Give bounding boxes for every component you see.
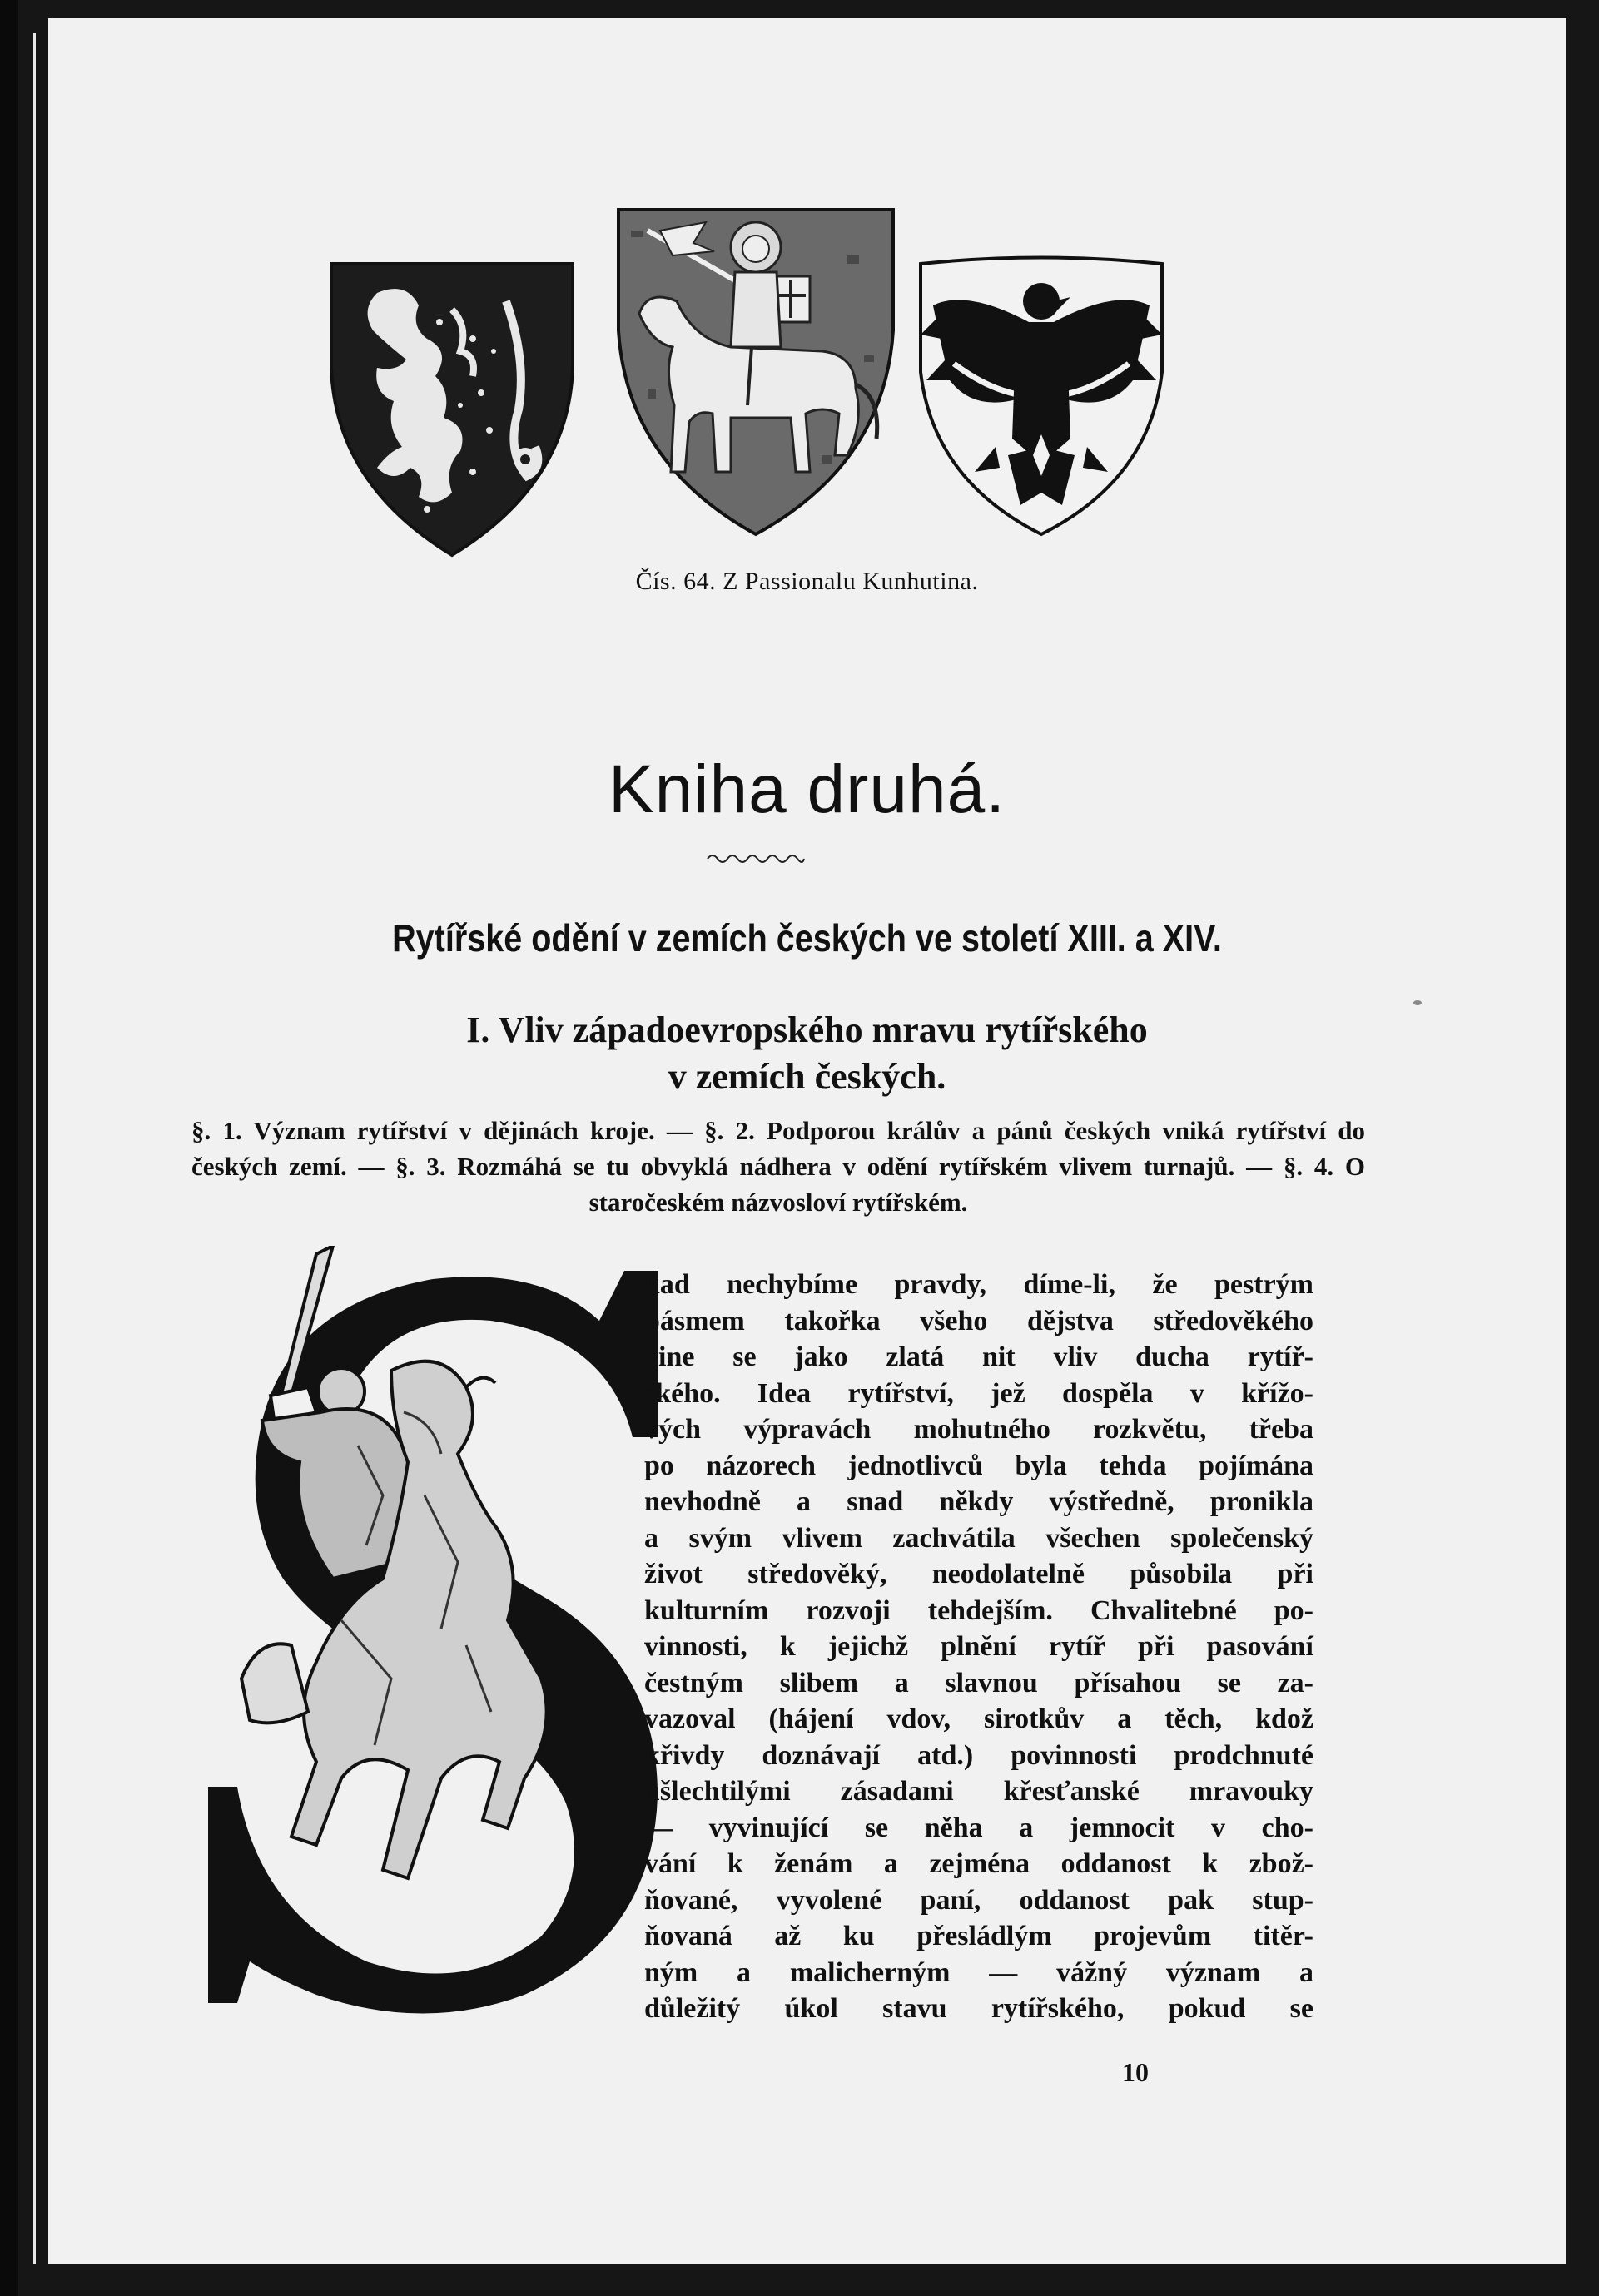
body-line: ského. Idea rytířství, jež dospěla v křížo- — [644, 1377, 1313, 1409]
book-page — [48, 18, 1566, 2264]
body-line: nevhodně a snad někdy výstředně, pronikla — [644, 1486, 1313, 1517]
wavy-ornament-icon — [706, 850, 806, 867]
scan-speck — [1413, 1000, 1422, 1005]
body-line: vání k ženám a zejména oddanost k zbož- — [644, 1848, 1313, 1879]
body-line: vých výpravách mohutného rozkvětu, třeba — [644, 1414, 1313, 1445]
body-line: ňovaná až ku přesládlým projevům titěr- — [644, 1921, 1313, 1951]
body-line: křivdy doznávají atd.) povinnosti prodchnuté — [644, 1739, 1313, 1771]
eagle-icon — [916, 255, 1166, 538]
book-title: Kniha druhá. — [608, 751, 1006, 827]
page-number: 10 — [1122, 2057, 1149, 2087]
decorated-initial — [191, 1246, 674, 2036]
chapter-title-line-2: v zemích českých. — [668, 1056, 946, 1097]
body-line: ným a malicherným — vážný význam a — [644, 1956, 1313, 1988]
section-title: Rytířské odění v zemích českých ve století XIII. a XIV. — [392, 916, 1222, 960]
body-line: vine se jako zlatá nit vliv ducha rytíř- — [644, 1341, 1313, 1372]
body-line: ňované, vyvolené paní, oddanost pak stup- — [644, 1884, 1313, 1916]
body-line: a svým vlivem zachvátila všechen společenský — [644, 1522, 1313, 1554]
body-line: důležitý úkol stavu rytířského, pokud se — [644, 1993, 1313, 2024]
body-line: pásmem takořka všeho dějstva středověkého — [644, 1305, 1313, 1336]
body-line: — vyvinující se něha a jemnocit v cho- — [644, 1812, 1313, 1843]
body-line: nad nechybíme pravdy, díme-li, že pestrým — [644, 1269, 1313, 1300]
chapter-title — [48, 1007, 1566, 1100]
lion-rampant-icon — [327, 260, 577, 559]
knight-on-horse-icon — [614, 206, 897, 538]
body-line: vazoval (hájení vdov, sirotkův a těch, kdož — [644, 1703, 1313, 1734]
body-line: vinnosti, k jejichž plnění rytíř při pasování — [644, 1631, 1313, 1662]
chapter-summary: §. 1. Význam rytířství v dějinách kroje. — §. 2. Podporou králův a pánů českých vniká rytířství do českých zemí. — §. 3. Rozmáhá se tu obvyklá nádhera v odění rytířském vlivem turnajů. — §. 4. O staročeském názvosloví rytířském. — [191, 1116, 1365, 1217]
chapter-title-line-1: I. Vliv západoevropského mravu rytířského — [466, 1009, 1148, 1050]
body-line: ušlechtilými zásadami křesťanské mravouky — [644, 1776, 1313, 1807]
body-line: po názorech jednotlivců byla tehda pojímána — [644, 1450, 1313, 1481]
body-text — [644, 1267, 1313, 2027]
knight-on-horseback-illustration — [191, 1246, 674, 2036]
scan-edge-left — [0, 0, 18, 2296]
body-line: kulturním rozvoji tehdejším. Chvalitebné po- — [644, 1594, 1313, 1626]
body-line: čestným slibem a slavnou přísahou se za- — [644, 1667, 1313, 1698]
scan-edge-line — [33, 33, 36, 2264]
body-line: život středověký, neodolatelně působila při — [644, 1559, 1313, 1589]
figure-caption: Čís. 64. Z Passionalu Kunhutina. — [635, 568, 979, 595]
